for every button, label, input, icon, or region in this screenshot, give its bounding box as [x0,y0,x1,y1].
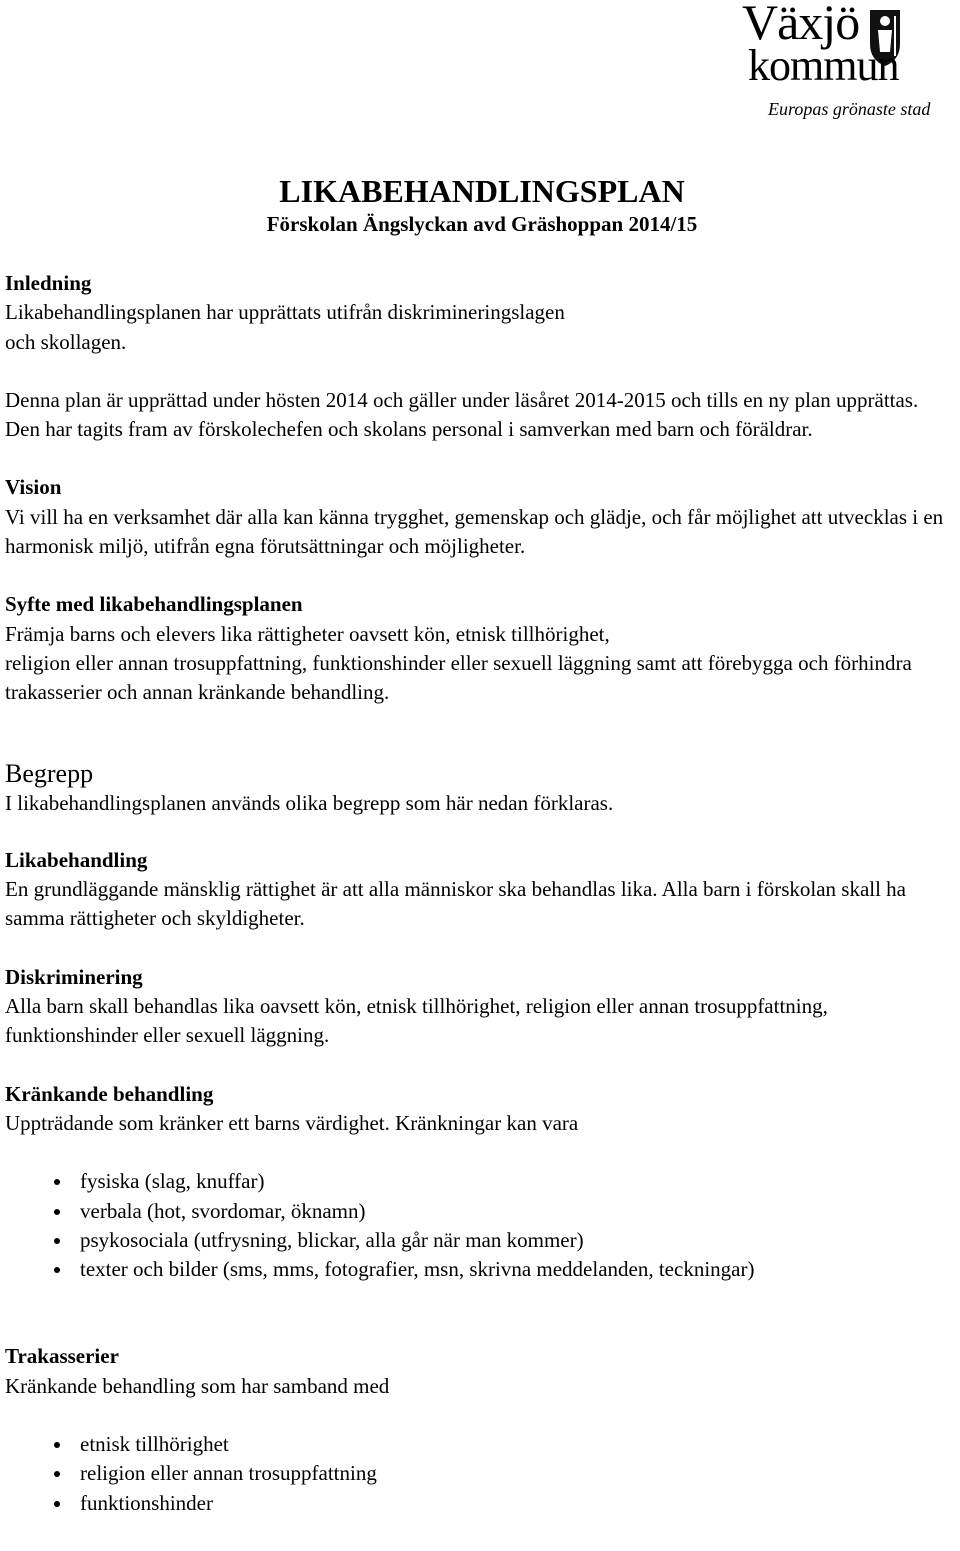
list-item: psykosociala (utfrysning, blickar, alla går när man kommer) [5,1226,957,1255]
bullet-icon [54,1238,60,1244]
document-body [5,269,957,1518]
heading-krankande-behandling: Kränkande behandling [5,1081,214,1106]
section-syfte [5,590,957,707]
bullet-icon [54,1267,60,1273]
section-inledning [5,269,957,444]
list-item: religion eller annan trosuppfattning [5,1459,957,1488]
inledning-line1: Likabehandlingsplanen har upprättats utifrån diskrimineringslagen [5,300,565,325]
trakasserier-list [5,1430,957,1518]
title-block [0,172,960,238]
document-subtitle: Förskolan Ängslyckan avd Gräshoppan 2014/15 [266,212,698,236]
bullet-icon [54,1501,60,1507]
syfte-line2: religion eller annan trosuppfattning, funktionshinder eller sexuell läggning samt att förebygga och förhindra trakasserier och annan kränkande behandling. [5,650,912,705]
krankande-text: Uppträdande som kränker ett barns värdighet. Kränkningar kan vara [5,1110,579,1135]
heading-diskriminering: Diskriminering [5,964,143,989]
section-vision [5,473,957,561]
diskriminering-text: Alla barn skall behandlas lika oavsett kön, etnisk tillhörighet, religion eller annan trosuppfattning, funktionshinder eller sexuell läggning. [5,994,828,1048]
heading-likabehandling: Likabehandling [5,847,148,872]
heading-begrepp: Begrepp [5,758,94,788]
list-item: verbala (hot, svordomar, öknamn) [5,1197,957,1226]
document-title: LIKABEHANDLINGSPLAN [279,173,685,209]
list-item: fysiska (slag, knuffar) [5,1167,957,1196]
section-krankande-behandling [5,1080,957,1285]
begrepp-text: I likabehandlingsplanen används olika begrepp som här nedan förklaras. [5,790,614,815]
heading-trakasserier: Trakasserier [5,1344,119,1369]
vision-text: Vi vill ha en verksamhet där alla kan känna trygghet, gemenskap och glädje, och får möjlighet att utvecklas i en harmonisk miljö, utifrån egna förutsättningar och möjligheter. [5,504,944,559]
trakasserier-text: Kränkande behandling som har samband med [5,1373,390,1398]
section-likabehandling [5,846,957,934]
vaxjo-kommun-logo [742,2,952,120]
list-item: funktionshinder [5,1489,957,1518]
logo-line1: Växjö [742,0,860,50]
inledning-line2: och skollagen. [5,329,127,354]
heading-inledning: Inledning [5,271,92,295]
list-item: etnisk tillhörighet [5,1430,957,1459]
section-begrepp [5,758,957,818]
list-item: texter och bilder (sms, mms, fotografier, msn, skrivna meddelanden, teckningar) [5,1255,957,1284]
likabehandling-text: En grundläggande mänsklig rättighet är att alla människor ska behandlas lika. Alla barn i förskolan skall ha samma rättigheter och skyldigheter. [5,877,907,931]
bullet-icon [54,1179,60,1185]
bullet-icon [54,1209,60,1215]
bullet-icon [54,1442,60,1448]
section-diskriminering [5,963,957,1051]
logo-line2: kommun [748,41,899,90]
inledning-paragraph: Denna plan är upprättad under hösten 2014 och gäller under läsåret 2014-2015 och tills en ny plan upprättas. Den har tagits fram av förskolechefen och skolans personal i samverkan med barn och föräldrar. [5,387,919,442]
heading-vision: Vision [5,475,62,500]
bullet-icon [54,1471,60,1477]
logo-tagline: Europas grönaste stad [768,99,931,119]
krankande-list [5,1167,957,1284]
heading-syfte: Syfte med likabehandlingsplanen [5,592,303,617]
section-trakasserier [5,1342,957,1517]
syfte-line1: Främja barns och elevers lika rättigheter oavsett kön, etnisk tillhörighet, [5,621,610,646]
